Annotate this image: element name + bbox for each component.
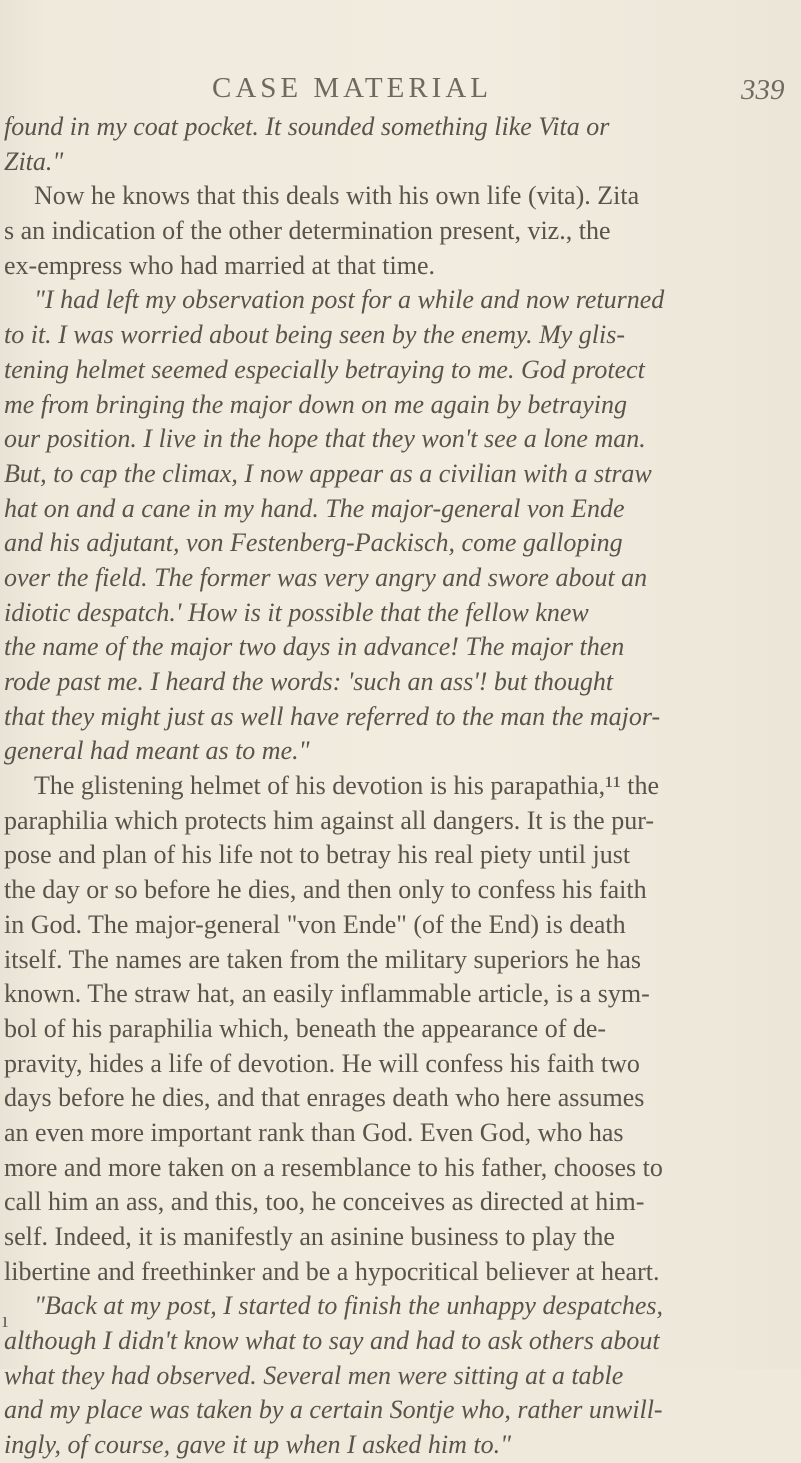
- text-line: the name of the major two days in advance! The major then: [4, 632, 625, 662]
- text-line: what they had observed. Several men were sitting at a table: [4, 1360, 624, 1390]
- text-line: me from bringing the major down on me again by betraying: [4, 389, 627, 419]
- text-line: call him an ass, and this, too, he conceives as directed at him-: [4, 1187, 645, 1217]
- text-line: although I didn't know what to say and had to ask others about: [4, 1326, 660, 1356]
- text-line: hat on and a cane in my hand. The major-general von Ende: [4, 493, 625, 523]
- page-number: 339: [741, 74, 785, 106]
- text-line: that they might just as well have referred to the man the major-: [4, 701, 661, 731]
- text-line: and his adjutant, von Festenberg-Packisch, come galloping: [4, 528, 623, 558]
- text-line: in God. The major-general "von Ende" (of the End) is death: [4, 909, 626, 939]
- text-line: rode past me. I heard the words: 'such an ass'! but thought: [4, 667, 614, 696]
- text-line: ex-empress who had married at that time.: [4, 250, 436, 280]
- text-line: found in my coat pocket. It sounded something like Vita or: [4, 112, 610, 141]
- text-line: to it. I was worried about being seen by the enemy. My glis-: [4, 320, 626, 350]
- text-line: Zita.": [4, 146, 64, 176]
- text-line: pose and plan of his life not to betray his real piety until just: [4, 840, 631, 870]
- text-line: days before he dies, and that enrages death who here assumes: [4, 1083, 645, 1113]
- text-line: over the field. The former was very angry and swore about an: [4, 562, 648, 592]
- text-line: Now he knows that this deals with his own life (vita). Zita: [34, 181, 640, 211]
- margin-mark: ı: [2, 1307, 9, 1332]
- text-line: bol of his paraphilia which, beneath the appearance of de-: [4, 1013, 607, 1043]
- text-line: But, to cap the climax, I now appear as a civilian with a straw: [4, 458, 652, 488]
- text-line: pravity, hides a life of devotion. He will confess his faith two: [4, 1048, 640, 1078]
- text-line: "Back at my post, I started to finish the unhappy despatches,: [34, 1291, 664, 1321]
- chapter-title: CASE MATERIAL: [212, 72, 492, 104]
- text-line: "I had left my observation post for a while and now returned: [34, 285, 665, 315]
- text-line: self. Indeed, it is manifestly an asinine business to play the: [4, 1222, 615, 1251]
- body-text: [0, 110, 801, 1463]
- text-line: idiotic despatch.' How is it possible that the fellow knew: [4, 597, 589, 627]
- text-line: The glistening helmet of his devotion is his parapathia,¹¹ the: [34, 771, 660, 801]
- text-line: itself. The names are taken from the military superiors he has: [4, 944, 642, 974]
- text-line: our position. I live in the hope that they won't see a lone man.: [4, 424, 646, 454]
- text-line: and my place was taken by a certain Sontje who, rather unwill-: [4, 1395, 663, 1425]
- text-line: known. The straw hat, an easily inflammable article, is a sym-: [4, 979, 650, 1009]
- running-head: [0, 72, 801, 112]
- text-line: s an indication of the other determination present, viz., the: [4, 216, 611, 246]
- text-line: tening helmet seemed especially betraying to me. God protect: [4, 354, 645, 384]
- text-line: an even more important rank than God. Even God, who has: [4, 1117, 624, 1147]
- text-line: general had meant as to me.": [4, 736, 310, 766]
- text-line: more and more taken on a resemblance to his father, chooses to: [4, 1152, 663, 1182]
- text-line: ingly, of course, gave it up when I asked him to.": [4, 1430, 511, 1460]
- text-line: libertine and freethinker and be a hypocritical believer at heart.: [4, 1256, 660, 1286]
- text-line: the day or so before he dies, and then only to confess his faith: [4, 875, 647, 905]
- text-line: paraphilia which protects him against all dangers. It is the pur-: [4, 805, 655, 835]
